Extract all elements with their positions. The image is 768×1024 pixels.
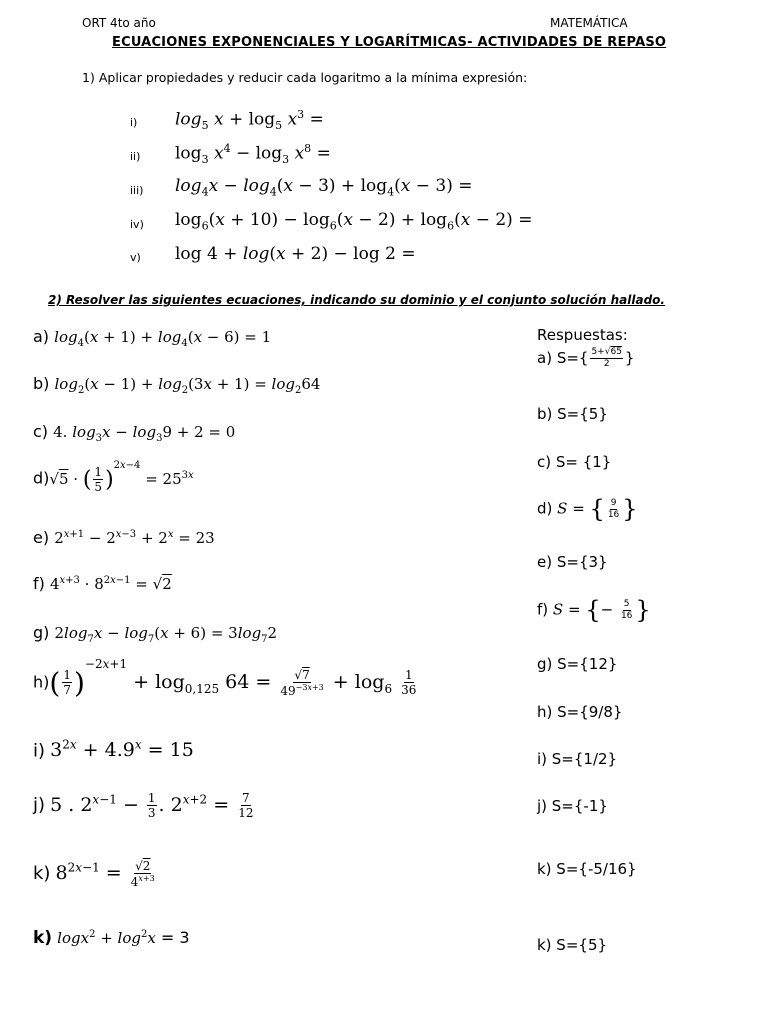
answer-label-f: f) — [537, 600, 549, 619]
item-label-i: i) — [130, 116, 138, 129]
equation-d: d)√5 · ( $\frac{1}{5}$ )$^{2x-4} = 25^{3x}$ — [33, 459, 194, 494]
answer-label-a: a) — [537, 349, 553, 367]
answer-f: f) S = {− $\frac{5}{16}$ } — [537, 596, 651, 624]
equation-i: i) $3^{2x} + 4.9^x = 15$ — [33, 738, 194, 762]
school-label: ORT 4to año — [82, 16, 156, 30]
equation-label-k1: k) — [33, 863, 51, 884]
expression-iv: $\log_6(x + 10) - \log_6(x - 2) + \log_6(x - 2)$ = — [175, 210, 533, 233]
section2-instruction: 2) Resolver las siguientes ecuaciones, indicando su dominio y el conjunto solución hallado. — [48, 293, 665, 307]
equation-label-b: b) — [33, 374, 50, 393]
equation-a: a) $\log_4(x + 1) + \log_4(x - 6) = 1$ — [33, 327, 272, 349]
answer-k2: k) S={5} — [537, 936, 608, 954]
equation-c: c) 4. $\log_3x - \log_39 + 2 = 0$ — [33, 422, 236, 444]
item-label-iv: iv) — [130, 218, 144, 231]
answer-b: b) S={5} — [537, 405, 608, 423]
equation-label-d: d) — [33, 468, 50, 488]
equation-k2: k) $\log x^2 + \log^2x = 3$ — [33, 928, 190, 948]
section1-instruction — [82, 70, 527, 85]
page-title: ECUACIONES EXPONENCIALES Y LOGARÍTMICAS- ACTIVIDADES DE REPASO — [112, 35, 667, 50]
expression-ii: $\log_3 x^4 - \log_3 x^8$ = — [175, 142, 331, 167]
equation-label-k2: k) — [33, 928, 53, 948]
equation-label-a: a) — [33, 327, 50, 346]
equation-j: j) 5 . $2^{x-1}$ − $\frac{1}{3}$ . $2^{x+2}$ = $\frac{7}{12}$ — [33, 791, 254, 820]
answer-k1: k) S={-5/16} — [537, 860, 637, 878]
expression-v: log 4 + log(x + 2) − log 2 = — [175, 244, 416, 264]
section1-number: 1) — [82, 70, 95, 85]
answer-label-d: d) — [537, 499, 553, 518]
equation-label-e: e) — [33, 528, 50, 547]
equation-f: f) $4^{x+3} \cdot 8^{2x-1} = √2$ — [33, 574, 172, 593]
answer-h: h) S={9/8} — [537, 703, 623, 721]
equation-g: g) $2\log_7x - \log_7(x + 6) = 3\log_72$ — [33, 623, 278, 645]
equation-h: h)( $\frac{1}{7}$ )$^{-2x+1} + \log_{0,125} 64$ = $\frac{√7}{49^{-3x+3}}$ + $\log_6$ $\frac{1}{36}$ — [33, 657, 417, 699]
equation-b: b) $\log_2(x - 1) + \log_2(3x + 1) = \log_264$ — [33, 374, 321, 396]
answers-title: Respuestas: — [537, 326, 628, 344]
equation-label-i: i) — [33, 740, 46, 762]
equation-label-g: g) — [33, 623, 50, 642]
equation-label-c: c) — [33, 422, 49, 441]
answer-c: c) S= {1} — [537, 453, 612, 471]
equation-k1: k) $8^{2x-1}$ = $\frac{√2}{4^{x+3}}$ — [33, 859, 155, 889]
answer-a: a) S={ $\frac{5+√65}{2}$ } — [537, 347, 635, 369]
equation-label-j: j) — [33, 794, 46, 816]
answer-g: g) S={12} — [537, 655, 618, 673]
item-label-iii: iii) — [130, 184, 144, 197]
section1-text: Aplicar propiedades y reducir cada logaritmo a la mínima expresión: — [98, 70, 528, 85]
expression-iii: $\log_4x - \log_4(x - 3) + \log_4(x - 3)$ = — [175, 176, 473, 199]
expression-i: $\log_5 x + \log_5 x^3$ = — [175, 108, 324, 133]
answer-e: e) S={3} — [537, 553, 608, 571]
equation-label-f: f) — [33, 574, 45, 593]
answer-j: j) S={-1} — [537, 797, 608, 815]
subject-label: MATEMÁTICA — [550, 16, 628, 30]
equation-label-h: h) — [33, 672, 50, 692]
item-label-ii: ii) — [130, 150, 141, 163]
answer-i: i) S={1/2} — [537, 750, 618, 768]
answer-d: d) S = { $\frac{9}{16}$ } — [537, 495, 638, 523]
item-label-v: v) — [130, 251, 141, 264]
equation-e: e) $2^{x+1} - 2^{x-3} + 2^x = 23$ — [33, 528, 215, 547]
